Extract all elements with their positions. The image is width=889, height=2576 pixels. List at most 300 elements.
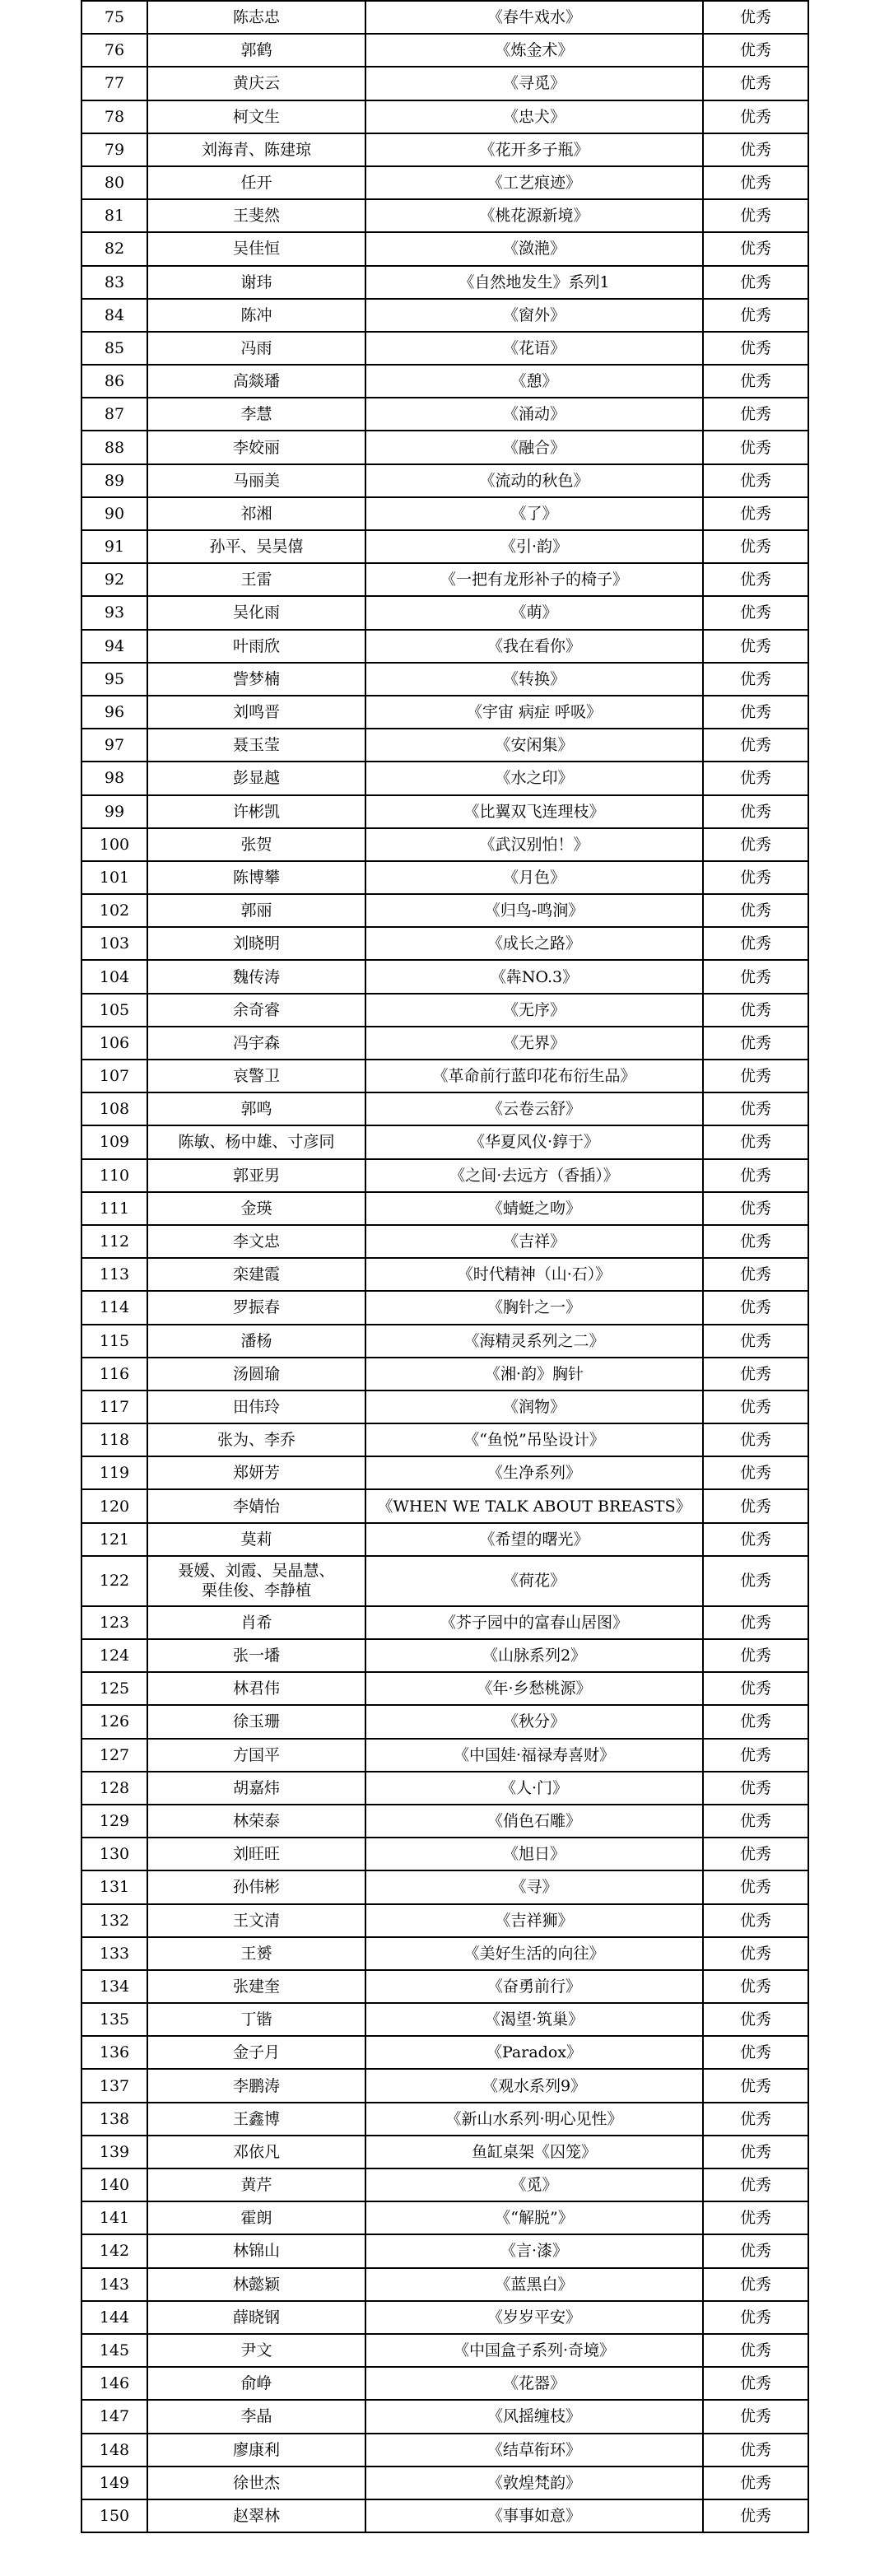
award-level-cell: 优秀	[703, 464, 808, 497]
work-title-cell: 《吉祥》	[365, 1225, 703, 1258]
table-row	[81, 530, 808, 563]
entry-number-cell: 98	[81, 762, 147, 794]
author-cell: 孙平、吴昊僖	[147, 530, 365, 563]
work-title-cell: 《新山水系列·明心见性》	[365, 2103, 703, 2136]
work-title-cell: 《归鸟-鸣涧》	[365, 894, 703, 927]
work-title-cell: 《炼金术》	[365, 34, 703, 67]
table-row	[81, 1970, 808, 2003]
table-row	[81, 34, 808, 67]
work-title-cell: 《人·门》	[365, 1772, 703, 1805]
author-cell: 廖康利	[147, 2434, 365, 2467]
award-level-cell: 优秀	[703, 1225, 808, 1258]
entry-number-cell: 76	[81, 34, 147, 67]
work-title-cell: 《山脉系列2》	[365, 1639, 703, 1672]
entry-number-cell: 135	[81, 2003, 147, 2036]
award-level-cell: 优秀	[703, 67, 808, 100]
work-title-cell: 《俏色石雕》	[365, 1805, 703, 1838]
author-cell: 哀警卫	[147, 1060, 365, 1092]
author-cell: 郑妍芳	[147, 1456, 365, 1489]
work-title-cell: 《寻》	[365, 1870, 703, 1903]
entry-number-cell: 122	[81, 1556, 147, 1606]
author-line: 栗佳俊、李静植	[201, 1581, 311, 1600]
table-row	[81, 1904, 808, 1937]
author-cell: 柯文生	[147, 100, 365, 133]
work-title-cell: 《云卷云舒》	[365, 1092, 703, 1125]
award-level-cell: 优秀	[703, 2103, 808, 2136]
entry-number-cell: 146	[81, 2367, 147, 2400]
award-level-cell: 优秀	[703, 630, 808, 663]
work-title-cell: 《荷花》	[365, 1556, 703, 1606]
work-title-cell: 《花语》	[365, 332, 703, 365]
table-row	[81, 2036, 808, 2069]
award-list-table	[81, 0, 809, 2533]
table-row	[81, 828, 808, 861]
table-row	[81, 1291, 808, 1324]
author-cell: 黄庆云	[147, 67, 365, 100]
work-title-cell: 《Paradox》	[365, 2036, 703, 2069]
author-cell: 李婧怡	[147, 1489, 365, 1522]
author-cell: 陈冲	[147, 299, 365, 332]
award-level-cell: 优秀	[703, 166, 808, 199]
table-row	[81, 2069, 808, 2102]
award-level-cell: 优秀	[703, 2268, 808, 2301]
award-level-cell: 优秀	[703, 530, 808, 563]
work-title-cell: 《海精灵系列之二》	[365, 1325, 703, 1358]
author-cell: 丁锴	[147, 2003, 365, 2036]
work-title-cell: 《花器》	[365, 2367, 703, 2400]
author-cell: 任开	[147, 166, 365, 199]
entry-number-cell: 124	[81, 1639, 147, 1672]
table-row	[81, 1325, 808, 1358]
author-cell: 李晶	[147, 2400, 365, 2433]
award-level-cell: 优秀	[703, 960, 808, 993]
table-row	[81, 729, 808, 762]
award-level-cell: 优秀	[703, 2301, 808, 2334]
entry-number-cell: 88	[81, 431, 147, 463]
award-level-cell: 优秀	[703, 365, 808, 398]
author-cell: 刘鸣晋	[147, 696, 365, 729]
work-title-cell: 《中国娃·福禄寿喜财》	[365, 1739, 703, 1772]
entry-number-cell: 87	[81, 398, 147, 431]
award-level-cell: 优秀	[703, 2434, 808, 2467]
author-cell: 吴佳恒	[147, 232, 365, 265]
entry-number-cell: 93	[81, 596, 147, 629]
work-title-cell: 《水之印》	[365, 762, 703, 794]
entry-number-cell: 138	[81, 2103, 147, 2136]
award-level-cell: 优秀	[703, 2334, 808, 2367]
table-row	[81, 1805, 808, 1838]
table-row	[81, 266, 808, 299]
entry-number-cell: 120	[81, 1489, 147, 1522]
table-row	[81, 464, 808, 497]
entry-number-cell: 131	[81, 1870, 147, 1903]
table-row	[81, 1772, 808, 1805]
work-title-cell: 《转换》	[365, 663, 703, 696]
table-row	[81, 596, 808, 629]
table-row	[81, 299, 808, 332]
author-cell: 郭丽	[147, 894, 365, 927]
entry-number-cell: 75	[81, 1, 147, 34]
author-cell: 谢玮	[147, 266, 365, 299]
author-cell: 李姣丽	[147, 431, 365, 463]
entry-number-cell: 92	[81, 563, 147, 596]
table-row	[81, 2499, 808, 2532]
author-cell: 林荣泰	[147, 1805, 365, 1838]
award-level-cell: 优秀	[703, 1258, 808, 1291]
table-row	[81, 1060, 808, 1092]
work-title-cell: 《融合》	[365, 431, 703, 463]
work-title-cell: 《之间·去远方（香插）》	[365, 1159, 703, 1192]
work-title-cell: 《润物》	[365, 1390, 703, 1423]
work-title-cell: 《渴望·筑巢》	[365, 2003, 703, 2036]
author-cell: 郭亚男	[147, 1159, 365, 1192]
author-cell: 王斐然	[147, 199, 365, 232]
work-title-cell: 《花开多子瓶》	[365, 133, 703, 166]
author-cell: 彭显越	[147, 762, 365, 794]
author-cell: 刘晓明	[147, 927, 365, 960]
work-title-cell: 《蓝黑白》	[365, 2268, 703, 2301]
work-title-cell: 《观水系列9》	[365, 2069, 703, 2102]
entry-number-cell: 141	[81, 2201, 147, 2234]
award-level-cell: 优秀	[703, 1705, 808, 1738]
entry-number-cell: 133	[81, 1937, 147, 1970]
author-cell: 陈敏、杨中雄、寸彦同	[147, 1125, 365, 1158]
author-cell	[147, 1556, 365, 1606]
work-title-cell: 《引·韵》	[365, 530, 703, 563]
entry-number-cell: 91	[81, 530, 147, 563]
entry-number-cell: 137	[81, 2069, 147, 2102]
work-title-cell: 《安闲集》	[365, 729, 703, 762]
award-level-cell: 优秀	[703, 398, 808, 431]
table-row	[81, 1125, 808, 1158]
award-level-cell: 优秀	[703, 34, 808, 67]
award-level-cell: 优秀	[703, 133, 808, 166]
work-title-cell: 《中国盒子系列·奇境》	[365, 2334, 703, 2367]
table-row	[81, 1358, 808, 1390]
table-row	[81, 67, 808, 100]
entry-number-cell: 107	[81, 1060, 147, 1092]
table-row	[81, 2234, 808, 2267]
table-row	[81, 1027, 808, 1060]
work-title-cell: 《成长之路》	[365, 927, 703, 960]
author-cell: 汤圆瑜	[147, 1358, 365, 1390]
author-cell: 李文忠	[147, 1225, 365, 1258]
entry-number-cell: 149	[81, 2467, 147, 2499]
work-title-cell: 《比翼双飞连理枝》	[365, 795, 703, 828]
work-title-cell: 《憩》	[365, 365, 703, 398]
entry-number-cell: 139	[81, 2136, 147, 2168]
table-row	[81, 100, 808, 133]
work-title-cell: 《桃花源新境》	[365, 199, 703, 232]
work-title-cell: 《无序》	[365, 994, 703, 1027]
work-title-cell: 《言·漆》	[365, 2234, 703, 2267]
author-cell: 王鑫博	[147, 2103, 365, 2136]
entry-number-cell: 111	[81, 1192, 147, 1225]
table-row	[81, 2003, 808, 2036]
award-level-cell: 优秀	[703, 729, 808, 762]
award-level-cell: 优秀	[703, 2367, 808, 2400]
award-level-cell: 优秀	[703, 2201, 808, 2234]
entry-number-cell: 118	[81, 1423, 147, 1456]
work-title-cell: 《芥子园中的富春山居图》	[365, 1606, 703, 1639]
author-cell: 林锦山	[147, 2234, 365, 2267]
work-title-cell: 《岁岁平安》	[365, 2301, 703, 2334]
work-title-cell: 《犇NO.3》	[365, 960, 703, 993]
award-level-cell: 优秀	[703, 1027, 808, 1060]
author-cell: 尹文	[147, 2334, 365, 2367]
award-level-cell: 优秀	[703, 2168, 808, 2201]
author-cell: 黄芹	[147, 2168, 365, 2201]
author-cell: 刘海青、陈建琼	[147, 133, 365, 166]
table-row	[81, 994, 808, 1027]
award-level-cell: 优秀	[703, 1639, 808, 1672]
work-title-cell: 《春牛戏水》	[365, 1, 703, 34]
award-level-cell: 优秀	[703, 994, 808, 1027]
entry-number-cell: 104	[81, 960, 147, 993]
award-level-cell: 优秀	[703, 2003, 808, 2036]
table-row	[81, 166, 808, 199]
entry-number-cell: 84	[81, 299, 147, 332]
author-cell: 徐玉珊	[147, 1705, 365, 1738]
award-level-cell: 优秀	[703, 1092, 808, 1125]
table-row	[81, 1606, 808, 1639]
award-level-cell: 优秀	[703, 497, 808, 530]
work-title-cell: 《宇宙 病症 呼吸》	[365, 696, 703, 729]
award-level-cell: 优秀	[703, 696, 808, 729]
table-row	[81, 1739, 808, 1772]
award-level-cell: 优秀	[703, 1523, 808, 1556]
table-row	[81, 1556, 808, 1606]
work-title-cell: 《工艺痕迹》	[365, 166, 703, 199]
table-row	[81, 1523, 808, 1556]
table-row	[81, 2103, 808, 2136]
table-row	[81, 1159, 808, 1192]
table-row	[81, 1092, 808, 1125]
award-level-cell: 优秀	[703, 762, 808, 794]
work-title-cell: 《事事如意》	[365, 2499, 703, 2532]
entry-number-cell: 81	[81, 199, 147, 232]
author-cell: 王赟	[147, 1937, 365, 1970]
entry-number-cell: 100	[81, 828, 147, 861]
author-cell: 田伟玲	[147, 1390, 365, 1423]
author-cell: 高燚璠	[147, 365, 365, 398]
entry-number-cell: 80	[81, 166, 147, 199]
table-row	[81, 2434, 808, 2467]
work-title-cell: 《结草衔环》	[365, 2434, 703, 2467]
author-line: 聂媛、刘霞、吴晶慧、	[178, 1562, 335, 1581]
entry-number-cell: 132	[81, 1904, 147, 1937]
table-row	[81, 630, 808, 663]
entry-number-cell: 142	[81, 2234, 147, 2267]
award-level-cell: 优秀	[703, 894, 808, 927]
table-row	[81, 199, 808, 232]
author-cell: 霍朗	[147, 2201, 365, 2234]
table-row	[81, 2367, 808, 2400]
award-level-cell: 优秀	[703, 2467, 808, 2499]
entry-number-cell: 89	[81, 464, 147, 497]
award-level-cell: 优秀	[703, 1672, 808, 1705]
entry-number-cell: 90	[81, 497, 147, 530]
award-level-cell: 优秀	[703, 1937, 808, 1970]
table-row	[81, 663, 808, 696]
work-title-cell: 《美好生活的向往》	[365, 1937, 703, 1970]
award-level-cell: 优秀	[703, 927, 808, 960]
author-cell: 张建奎	[147, 1970, 365, 2003]
award-level-cell: 优秀	[703, 1159, 808, 1192]
work-title-cell: 《“解脱”》	[365, 2201, 703, 2234]
work-title-cell: 《革命前行蓝印花布衍生品》	[365, 1060, 703, 1092]
work-title-cell: 《月色》	[365, 861, 703, 894]
table-row	[81, 696, 808, 729]
table-row	[81, 398, 808, 431]
table-row	[81, 1489, 808, 1522]
author-cell: 郭鸣	[147, 1092, 365, 1125]
table-row	[81, 894, 808, 927]
author-cell: 罗振春	[147, 1291, 365, 1324]
work-title-cell: 《吉祥狮》	[365, 1904, 703, 1937]
award-level-cell: 优秀	[703, 1291, 808, 1324]
award-level-cell: 优秀	[703, 1358, 808, 1390]
work-title-cell: 《寻觅》	[365, 67, 703, 100]
award-level-cell: 优秀	[703, 1870, 808, 1903]
author-cell: 陈志忠	[147, 1, 365, 34]
award-level-cell: 优秀	[703, 1456, 808, 1489]
table-row	[81, 133, 808, 166]
award-level-cell: 优秀	[703, 1606, 808, 1639]
work-title-cell: 《“鱼悦”吊坠设计》	[365, 1423, 703, 1456]
work-title-cell: 《涌动》	[365, 398, 703, 431]
work-title-cell: 《华夏风仪·錞于》	[365, 1125, 703, 1158]
author-cell: 聂玉莹	[147, 729, 365, 762]
author-cell: 肖希	[147, 1606, 365, 1639]
author-cell: 俞峥	[147, 2367, 365, 2400]
work-title-cell: 《潋滟》	[365, 232, 703, 265]
work-title-cell: 《流动的秋色》	[365, 464, 703, 497]
author-cell: 魏传涛	[147, 960, 365, 993]
award-level-cell: 优秀	[703, 1904, 808, 1937]
award-level-cell: 优秀	[703, 663, 808, 696]
award-level-cell: 优秀	[703, 100, 808, 133]
entry-number-cell: 123	[81, 1606, 147, 1639]
table-row	[81, 960, 808, 993]
table-row	[81, 1705, 808, 1738]
author-cell: 冯宇森	[147, 1027, 365, 1060]
author-cell: 訾梦楠	[147, 663, 365, 696]
entry-number-cell: 126	[81, 1705, 147, 1738]
award-level-cell: 优秀	[703, 1060, 808, 1092]
award-level-cell: 优秀	[703, 861, 808, 894]
table-row	[81, 2301, 808, 2334]
entry-number-cell: 143	[81, 2268, 147, 2301]
award-level-cell: 优秀	[703, 1805, 808, 1838]
award-level-cell: 优秀	[703, 232, 808, 265]
entry-number-cell: 140	[81, 2168, 147, 2201]
author-cell: 邓依凡	[147, 2136, 365, 2168]
work-title-cell: 《生净系列》	[365, 1456, 703, 1489]
work-title-cell: 《自然地发生》系列1	[365, 266, 703, 299]
entry-number-cell: 109	[81, 1125, 147, 1158]
table-row	[81, 861, 808, 894]
entry-number-cell: 86	[81, 365, 147, 398]
award-level-cell: 优秀	[703, 596, 808, 629]
author-cell: 王雷	[147, 563, 365, 596]
work-title-cell: 《觅》	[365, 2168, 703, 2201]
table-row	[81, 762, 808, 794]
work-title-cell: 《了》	[365, 497, 703, 530]
award-level-cell: 优秀	[703, 828, 808, 861]
author-cell: 孙伟彬	[147, 1870, 365, 1903]
author-cell: 林懿颖	[147, 2268, 365, 2301]
entry-number-cell: 136	[81, 2036, 147, 2069]
author-cell: 徐世杰	[147, 2467, 365, 2499]
author-cell: 刘旺旺	[147, 1838, 365, 1870]
work-title-cell: 《胸针之一》	[365, 1291, 703, 1324]
author-cell: 郭鹤	[147, 34, 365, 67]
work-title-cell: 《蜻蜓之吻》	[365, 1192, 703, 1225]
table-row	[81, 365, 808, 398]
author-cell: 冯雨	[147, 332, 365, 365]
entry-number-cell: 144	[81, 2301, 147, 2334]
work-title-cell: 《一把有龙形补子的椅子》	[365, 563, 703, 596]
author-cell: 许彬凯	[147, 795, 365, 828]
table-row	[81, 1258, 808, 1291]
work-title-cell: 《萌》	[365, 596, 703, 629]
work-title-cell: 《秋分》	[365, 1705, 703, 1738]
table-row	[81, 927, 808, 960]
award-level-cell: 优秀	[703, 1125, 808, 1158]
table-row	[81, 232, 808, 265]
table-row	[81, 1672, 808, 1705]
award-level-cell: 优秀	[703, 199, 808, 232]
entry-number-cell: 150	[81, 2499, 147, 2532]
award-level-cell: 优秀	[703, 1970, 808, 2003]
award-level-cell: 优秀	[703, 2400, 808, 2433]
award-level-cell: 优秀	[703, 1556, 808, 1606]
entry-number-cell: 102	[81, 894, 147, 927]
table-row	[81, 1870, 808, 1903]
award-level-cell: 优秀	[703, 1739, 808, 1772]
author-cell: 李慧	[147, 398, 365, 431]
work-title-cell: 《旭日》	[365, 1838, 703, 1870]
entry-number-cell: 94	[81, 630, 147, 663]
entry-number-cell: 115	[81, 1325, 147, 1358]
entry-number-cell: 148	[81, 2434, 147, 2467]
table-row	[81, 1937, 808, 1970]
award-level-cell: 优秀	[703, 1838, 808, 1870]
work-title-cell: 《WHEN WE TALK ABOUT BREASTS》	[365, 1489, 703, 1522]
entry-number-cell: 113	[81, 1258, 147, 1291]
author-cell: 栾建霞	[147, 1258, 365, 1291]
work-title-cell: 《年·乡愁桃源》	[365, 1672, 703, 1705]
entry-number-cell: 147	[81, 2400, 147, 2433]
entry-number-cell: 101	[81, 861, 147, 894]
work-title-cell: 《敦煌梵韵》	[365, 2467, 703, 2499]
entry-number-cell: 99	[81, 795, 147, 828]
award-level-cell: 优秀	[703, 2234, 808, 2267]
award-level-cell: 优秀	[703, 1423, 808, 1456]
author-cell: 胡嘉炜	[147, 1772, 365, 1805]
table-row	[81, 1456, 808, 1489]
author-cell: 莫莉	[147, 1523, 365, 1556]
award-level-cell: 优秀	[703, 1192, 808, 1225]
entry-number-cell: 128	[81, 1772, 147, 1805]
entry-number-cell: 95	[81, 663, 147, 696]
entry-number-cell: 106	[81, 1027, 147, 1060]
author-cell: 张为、李乔	[147, 1423, 365, 1456]
entry-number-cell: 114	[81, 1291, 147, 1324]
table-row	[81, 1838, 808, 1870]
author-cell: 赵翠林	[147, 2499, 365, 2532]
